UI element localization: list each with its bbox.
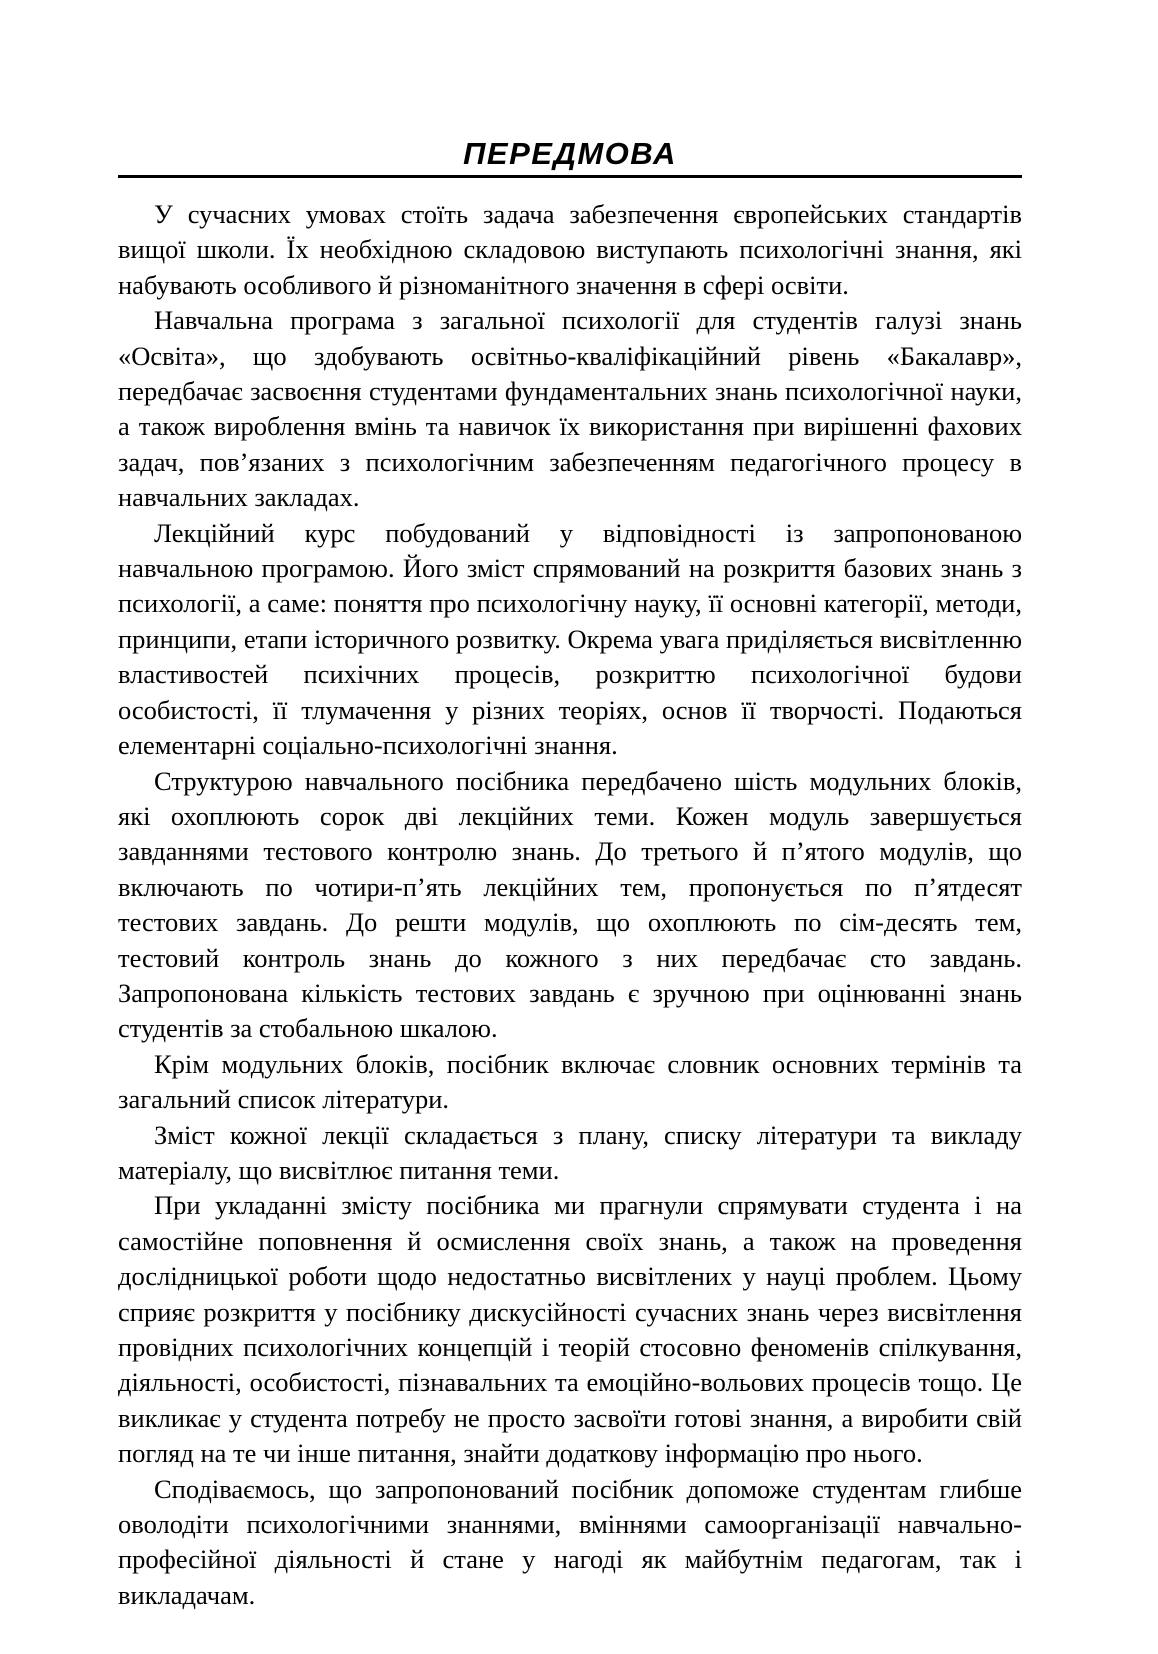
paragraph: У сучасних умовах стоїть задача забезпечення європейських стандартів вищої школи. Їх необхідною складовою виступають психологічні знання, які набувають особливого й різноманітного значення в сфері освіти. <box>118 199 1022 300</box>
page-content <box>118 138 1022 1613</box>
paragraph: Зміст кожної лекції складається з плану, списку літератури та викладу матеріалу, що висвітлює питання теми. <box>118 1119 1022 1185</box>
paragraph: Структурою навчального посібника передбачено шість модульних блоків, які охоплюють сорок дві лекційних теми. Кожен модуль завершується завданнями тестового контролю знань. До третього й п’ятого модулів, що включають по чотири-п’ять лекційних тем, пропонується по п’ятдесят тестових завдань. До решти модулів, що охоплюють по сім-десять тем, тестовий контроль знань до кожного з них передбачає сто завдань. Запропонована кількість тестових завдань є зручною при оцінюванні знань студентів за стобальною шкалою. <box>118 765 1022 1044</box>
paragraph: При укладанні змісту посібника ми прагнули спрямувати студента і на самостійне поповнення й осмислення своїх знань, а також на проведення дослідницької роботи щодо недостатньо висвітлених у науці проблем. Цьому сприяє розкриття у посібнику дискусійності сучасних знань через висвітлення провідних психологічних концепцій і теорій стосовно феноменів спілкування, діяльності, особистості, пізнавальних та емоційно-вольових процесів тощо. Це викликає у студента потребу не просто засвоїти готові знання, а виробити свій погляд на те чи інше питання, знайти додаткову інформацію про нього. <box>118 1190 1022 1469</box>
paragraph: Крім модульних блоків, посібник включає словник основних термінів та загальний список літератури. <box>118 1048 1022 1115</box>
paragraph: Сподіваємось, що запропонований посібник допоможе студентам глибше оволодіти психологічними знаннями, вміннями самоорганізації навчально-професійної діяльності й стане у нагоді як майбутнім педагогам, так і викладачам. <box>118 1473 1022 1610</box>
title-divider-rule <box>118 175 1022 178</box>
page-title: ПЕРЕДМОВА <box>463 136 677 171</box>
paragraph: Навчальна програма з загальної психології для студентів галузі знань «Освіта», що здобувають освітньо-кваліфікаційний рівень «Бакалавр», передбачає засвоєння студентами фундаментальних знань психологічної науки, а також вироблення вмінь та навичок їх використання при вирішенні фахових задач, пов’язаних з психологічним забезпеченням педагогічного процесу в навчальних закладах. <box>118 305 1022 513</box>
preface-body <box>118 197 1022 1613</box>
paragraph: Лекційний курс побудований у відповідності із запропонованою навчальною програмою. Його зміст спрямований на розкриття базових знань з психології, а саме: поняття про психологічну науку, її основні категорії, методи, принципи, етапи історичного розвитку. Окрема увага приділяється висвітленню властивостей психічних процесів, розкриттю психологічної будови особистості, її тлумачення у різних теоріях, основ її творчості. Подаються елементарні соціально-психологічні знання. <box>118 517 1022 761</box>
